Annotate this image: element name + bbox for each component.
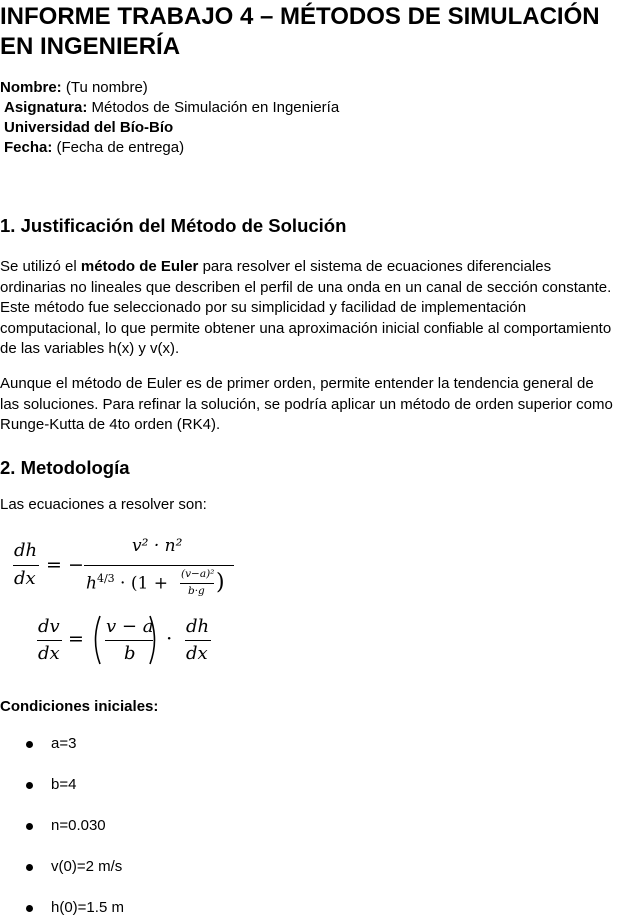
bullet-dot	[26, 864, 33, 871]
eq2-mid-num: v − a	[106, 616, 154, 637]
eq1-main-bar	[84, 565, 234, 566]
p1-line-3: Este método fue seleccionado por su simplicidad y facilidad de implementación	[0, 299, 527, 316]
conditions-heading: Condiciones iniciales:	[0, 698, 159, 715]
title-line-1: INFORME TRABAJO 4 – MÉTODOS DE SIMULACIÓN	[0, 3, 600, 30]
fecha-label: Fecha:	[4, 139, 53, 156]
bullet-dot	[26, 823, 33, 830]
meta-asignatura	[4, 98, 339, 118]
eq1-den-h: h	[86, 573, 97, 594]
eq2-equals: =	[68, 628, 84, 650]
eq2-lhs-num: dv	[38, 616, 60, 637]
condition-n: n=0.030	[51, 817, 106, 834]
eq1-den-b: · (1 +	[114, 573, 168, 594]
eq1-inner-num: (v−a)²	[181, 568, 215, 580]
eq1-lhs-den: dx	[14, 568, 36, 589]
p1-line-1	[0, 257, 611, 278]
eq1-den-close: )	[216, 570, 225, 595]
eq1-lhs-num: dh	[14, 540, 38, 561]
section1-heading: 1. Justificación del Método de Solución	[0, 215, 347, 236]
equation-dv-dx	[0, 612, 260, 672]
eq1-equals: = −	[46, 554, 84, 576]
section1-paragraph-1	[0, 257, 611, 360]
eq2-lhs-bar	[37, 640, 62, 641]
condition-h0: h(0)=1.5 m	[51, 899, 124, 916]
condition-a: a=3	[51, 735, 77, 752]
section2-heading: 2. Metodología	[0, 457, 130, 478]
p1-line-1-bold: método de Euler	[80, 258, 199, 275]
eq2-rhs-den: dx	[186, 643, 208, 664]
eq1-inner-den: b·g	[188, 585, 205, 597]
document-title	[0, 2, 600, 62]
bullet-dot	[26, 905, 33, 912]
section1-paragraph-2	[0, 374, 613, 436]
eq2-rhs-bar	[185, 640, 211, 641]
eq1-den-exp: 4/3	[96, 572, 115, 585]
nombre-label: Nombre:	[0, 79, 62, 96]
section2-intro: Las ecuaciones a resolver son:	[0, 496, 207, 513]
eq2-mid-bar	[105, 640, 153, 641]
p1-line-2: ordinarias no lineales que describen el perfil de una onda en un canal de sección constante.	[0, 278, 612, 296]
p1-line-5: de las variables h(x) y v(x).	[0, 340, 180, 357]
bullet-dot	[26, 782, 33, 789]
title-line-2: EN INGENIERÍA	[0, 33, 181, 60]
eq1-inner-bar	[180, 583, 214, 584]
p1-line-1-a: Se utilizó el	[0, 258, 81, 275]
eq2-mid-den: b	[124, 643, 136, 664]
eq1-den	[86, 572, 168, 594]
universidad-label: Universidad del Bío-Bío	[4, 119, 174, 136]
p2-line-1: Aunque el método de Euler es de primer orden, permite entender la tendencia general de	[0, 375, 594, 392]
meta-nombre	[0, 78, 148, 98]
p2-line-3: Runge-Kutta de 4to orden (RK4).	[0, 416, 221, 433]
p2-line-2: las soluciones. Para refinar la solución, se podría aplicar un método de orden superior como	[0, 395, 613, 413]
condition-v0: v(0)=2 m/s	[51, 858, 123, 875]
p1-line-1-c: para resolver el sistema de ecuaciones diferenciales	[198, 258, 552, 275]
asignatura-value: Métodos de Simulación en Ingeniería	[87, 99, 340, 116]
eq1-lhs-bar	[13, 565, 39, 566]
meta-fecha	[4, 138, 184, 158]
eq2-lhs-den: dx	[38, 643, 60, 664]
equation-dh-dx	[0, 530, 260, 610]
eq2-dot: ·	[166, 626, 173, 650]
eq1-num: v² · n²	[132, 536, 183, 556]
eq2-left-paren	[96, 616, 101, 664]
condition-b: b=4	[51, 776, 77, 793]
meta-universidad	[4, 118, 173, 138]
p1-line-4: computacional, lo que permite obtener una aproximación inicial confiable al comportamiento	[0, 319, 612, 337]
fecha-value: (Fecha de entrega)	[52, 139, 185, 156]
bullet-dot	[26, 741, 33, 748]
nombre-value: (Tu nombre)	[61, 79, 148, 96]
eq2-rhs-num: dh	[186, 616, 210, 637]
asignatura-label: Asignatura:	[4, 99, 88, 116]
